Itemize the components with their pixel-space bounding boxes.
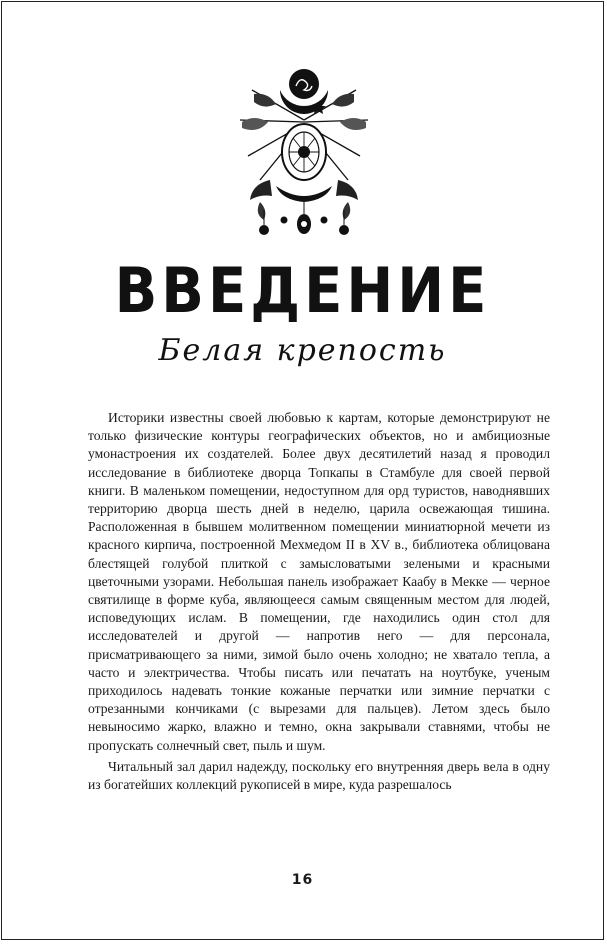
paragraph: Читальный зал дарил надежду, поскольку его внутренняя дверь вела в одну из богатейших коллекций рукописей в мире, куда разрешалось <box>88 758 550 793</box>
chapter-title: ВВЕДЕНИЕ <box>114 255 491 328</box>
ottoman-coat-of-arms-icon <box>230 60 378 250</box>
paragraph: Историки известны своей любовью к картам, которые демонстрируют не только физические контуры географических объектов, но и амбициозные умонастроения их создателей. Более двух десятилетий назад я проводил исследование в библиотеке дворца Топкапы в Стамбуле для своей первой книги. В маленьком помещении, недоступном для орд туристов, наводнявших территорию дворца шесть дней в неделю, царила освежающая тишина. Расположенная в бывшем молитвенном помещении миниатюрной мечети из красного кирпича, построенной Мехмедом II в XV в., библиотека облицована блестящей голубой плиткой с замысловатыми зелеными и красными цветочными узорами. Небольшая панель изображает Каабу в Мекке — черное святилище в форме куба, являющееся самым священным местом для людей, исповедующих ислам. В помещении, где находились один стол для исследователей и другой — напротив него — для персонала, присматривающего за ними, зимой было очень холодно; не хватало тепла, а часто и электричества. Чтобы писать или печатать на ноутбуке, ученым приходилось надевать тонкие кожаные перчатки или зимние перчатки с отрезанными кончиками (с вырезами для пальцев). Летом здесь было невыносимо жарко, влажно и темно, окна закрывали ставнями, чтобы не пропускать солнечный свет, пыль и шум. <box>88 410 550 753</box>
page-number: 16 <box>291 872 314 888</box>
chapter-subtitle: Белая крепость <box>158 333 447 368</box>
book-page <box>1 1 604 940</box>
body-text <box>88 409 550 794</box>
